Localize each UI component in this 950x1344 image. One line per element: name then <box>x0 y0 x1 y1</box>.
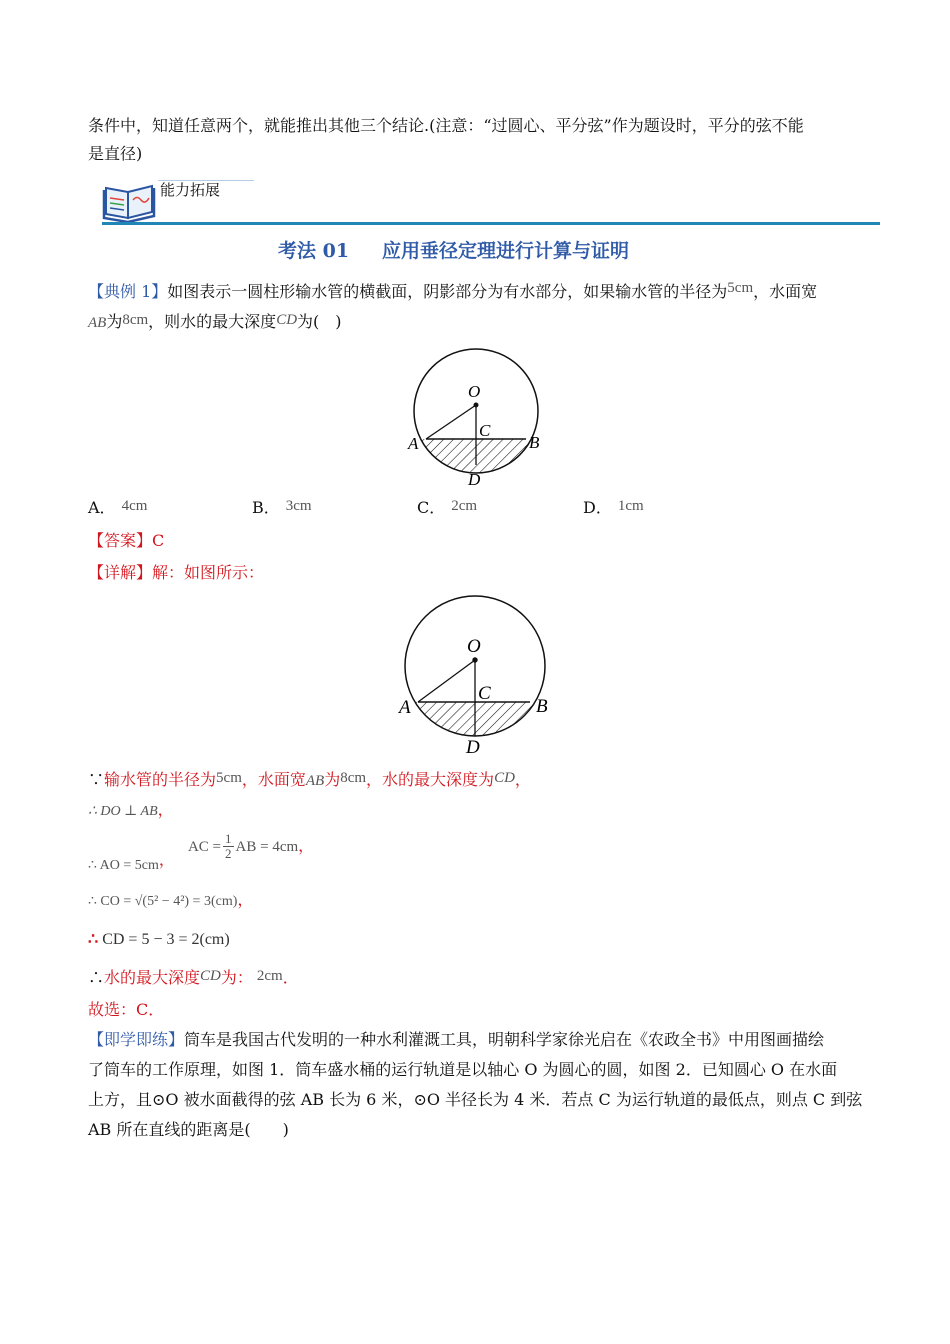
intro-line-2: 是直径) <box>88 144 143 163</box>
detail-text: 解：如图所示： <box>152 563 265 582</box>
section-banner-label: 能力拓展 <box>160 181 221 199</box>
sol-3d: ， <box>298 836 315 855</box>
practice-text-1: 筒车是我国古代发明的一种水利灌溉工具，明朝科学家徐光启在《农政全书》中用图画描绘 <box>184 1030 825 1049</box>
solution-line-2 <box>88 798 174 824</box>
sol-1c: ，水面宽 <box>241 770 306 789</box>
sol-1f: 8cm <box>340 770 367 786</box>
label-b: B <box>529 433 540 452</box>
sol-6f: ． <box>282 968 299 987</box>
option-d-value: 1cm <box>617 498 644 514</box>
sol-3c1: AC = <box>187 839 222 855</box>
solution-line-4 <box>88 888 253 914</box>
sol-6e: 2cm <box>256 968 283 984</box>
sol-1d: AB <box>305 773 325 789</box>
example-tag: 【典例 1】 <box>88 282 168 301</box>
practice-tag: 【即学即练】 <box>88 1030 185 1049</box>
option-c-letter: C． <box>417 498 446 517</box>
sol-6c: CD <box>200 968 221 984</box>
example-text-4: ，则水的最大深度 <box>148 312 277 331</box>
sol-3c2: AB = 4cm <box>235 839 299 855</box>
practice-line-3: 上方，且⊙O 被水面截得的弦 AB 长为 6 米，⊙O 半径长为 4 米．若点 C 为运行轨道的最低点，则点 C 到弦 <box>88 1090 863 1109</box>
fraction-numerator: 1 <box>225 831 232 846</box>
solution-line-1 <box>88 768 531 793</box>
center-point-2 <box>472 657 477 662</box>
solution-conclusion: 故选：C． <box>88 1000 165 1019</box>
option-a-value: 4cm <box>121 498 148 514</box>
sol-3a: ∴ AO = 5cm <box>88 858 159 873</box>
solution-line-5 <box>88 927 230 952</box>
example-line-2 <box>88 310 342 335</box>
banner-top-line <box>158 180 254 181</box>
example-line-1 <box>88 280 878 305</box>
example-radius: 5cm <box>727 280 754 296</box>
practice-line-1 <box>88 1028 824 1052</box>
answer-line <box>88 529 164 553</box>
section-divider <box>102 222 880 225</box>
detail-line <box>88 561 264 585</box>
sol-2: ∴ DO ⊥ AB <box>88 804 158 819</box>
sol-5-therefore: ∴ <box>88 929 99 948</box>
option-b-value: 3cm <box>285 498 312 514</box>
intro-line-1: 条件中，知道任意两个，就能推出其他三个结论.(注意：“过圆心、平分弦”作为题设时，平分的弦不能 <box>88 116 804 135</box>
sol-1b: 5cm <box>216 770 242 786</box>
fraction-denominator: 2 <box>225 846 232 861</box>
practice-line-2: 了筒车的工作原理，如图 1．筒车盛水桶的运行轨道是以轴心 O 为圆心的圆，如图 2．已知圆心 O 在水面 <box>88 1060 838 1079</box>
sol-1g: ，水的最大深度为 <box>366 770 495 789</box>
option-a-letter: A． <box>88 498 116 517</box>
label-b-2: B <box>536 696 548 717</box>
fraction-half <box>223 832 234 861</box>
label-c: C <box>479 421 491 440</box>
solution-line-6 <box>88 966 299 991</box>
example-text-2: ，水面宽 <box>753 282 818 301</box>
label-d-2: D <box>466 737 480 758</box>
sol-6b: 水的最大深度 <box>104 968 201 987</box>
sol-4-end: ， <box>237 890 254 909</box>
label-c-2: C <box>478 683 491 704</box>
option-c[interactable] <box>417 496 477 521</box>
option-b[interactable] <box>252 496 312 521</box>
sol-1i: ， <box>514 770 531 789</box>
sol-6d: 为： <box>220 968 253 987</box>
segment-ao-2 <box>418 660 475 702</box>
label-o: O <box>468 382 481 401</box>
sol-6a: ∴ <box>88 968 105 987</box>
sol-1h: CD <box>494 770 515 786</box>
figure-2 <box>394 586 564 758</box>
sol-1a: 输水管的半径为 <box>104 770 217 789</box>
sol-2-end: ， <box>157 800 174 819</box>
book-icon <box>100 176 160 222</box>
answer-value: C <box>152 531 165 550</box>
practice-line-4: AB 所在直线的距离是( ) <box>88 1120 289 1139</box>
kaofa-title: 考法 01 <box>278 240 350 262</box>
label-a: A <box>408 434 419 453</box>
detail-tag: 【详解】 <box>88 563 153 582</box>
solution-line-3 <box>88 832 314 872</box>
option-a[interactable] <box>88 496 147 521</box>
example-text-3: 为 <box>106 312 123 331</box>
option-c-value: 2cm <box>451 498 478 514</box>
answer-tag: 【答案】 <box>88 531 153 550</box>
label-o-2: O <box>467 636 481 657</box>
option-d[interactable] <box>583 496 644 521</box>
figure-1 <box>400 344 560 490</box>
sol-3b: ， <box>158 850 175 869</box>
label-a-2: A <box>399 697 411 718</box>
example-cd: CD <box>276 312 298 328</box>
segment-ao <box>426 405 476 439</box>
option-d-letter: D． <box>583 498 612 517</box>
example-width: 8cm <box>122 312 149 328</box>
example-ab: AB <box>88 315 107 331</box>
label-d: D <box>468 470 481 489</box>
sol-5: CD = 5 − 3 = 2(cm) <box>102 931 230 948</box>
because-symbol: ∵ <box>88 770 105 789</box>
example-text-1: 如图表示一圆柱形输水管的横截面，阴影部分为有水部分，如果输水管的半径为 <box>167 282 728 301</box>
example-text-5: 为( ) <box>297 312 342 331</box>
option-b-letter: B． <box>252 498 280 517</box>
kaofa-subtitle: 应用垂径定理进行计算与证明 <box>382 240 630 262</box>
sol-1e: 为 <box>324 770 341 789</box>
sol-4: ∴ CO = √(5² − 4²) = 3(cm) <box>88 894 238 909</box>
center-point <box>474 403 479 408</box>
